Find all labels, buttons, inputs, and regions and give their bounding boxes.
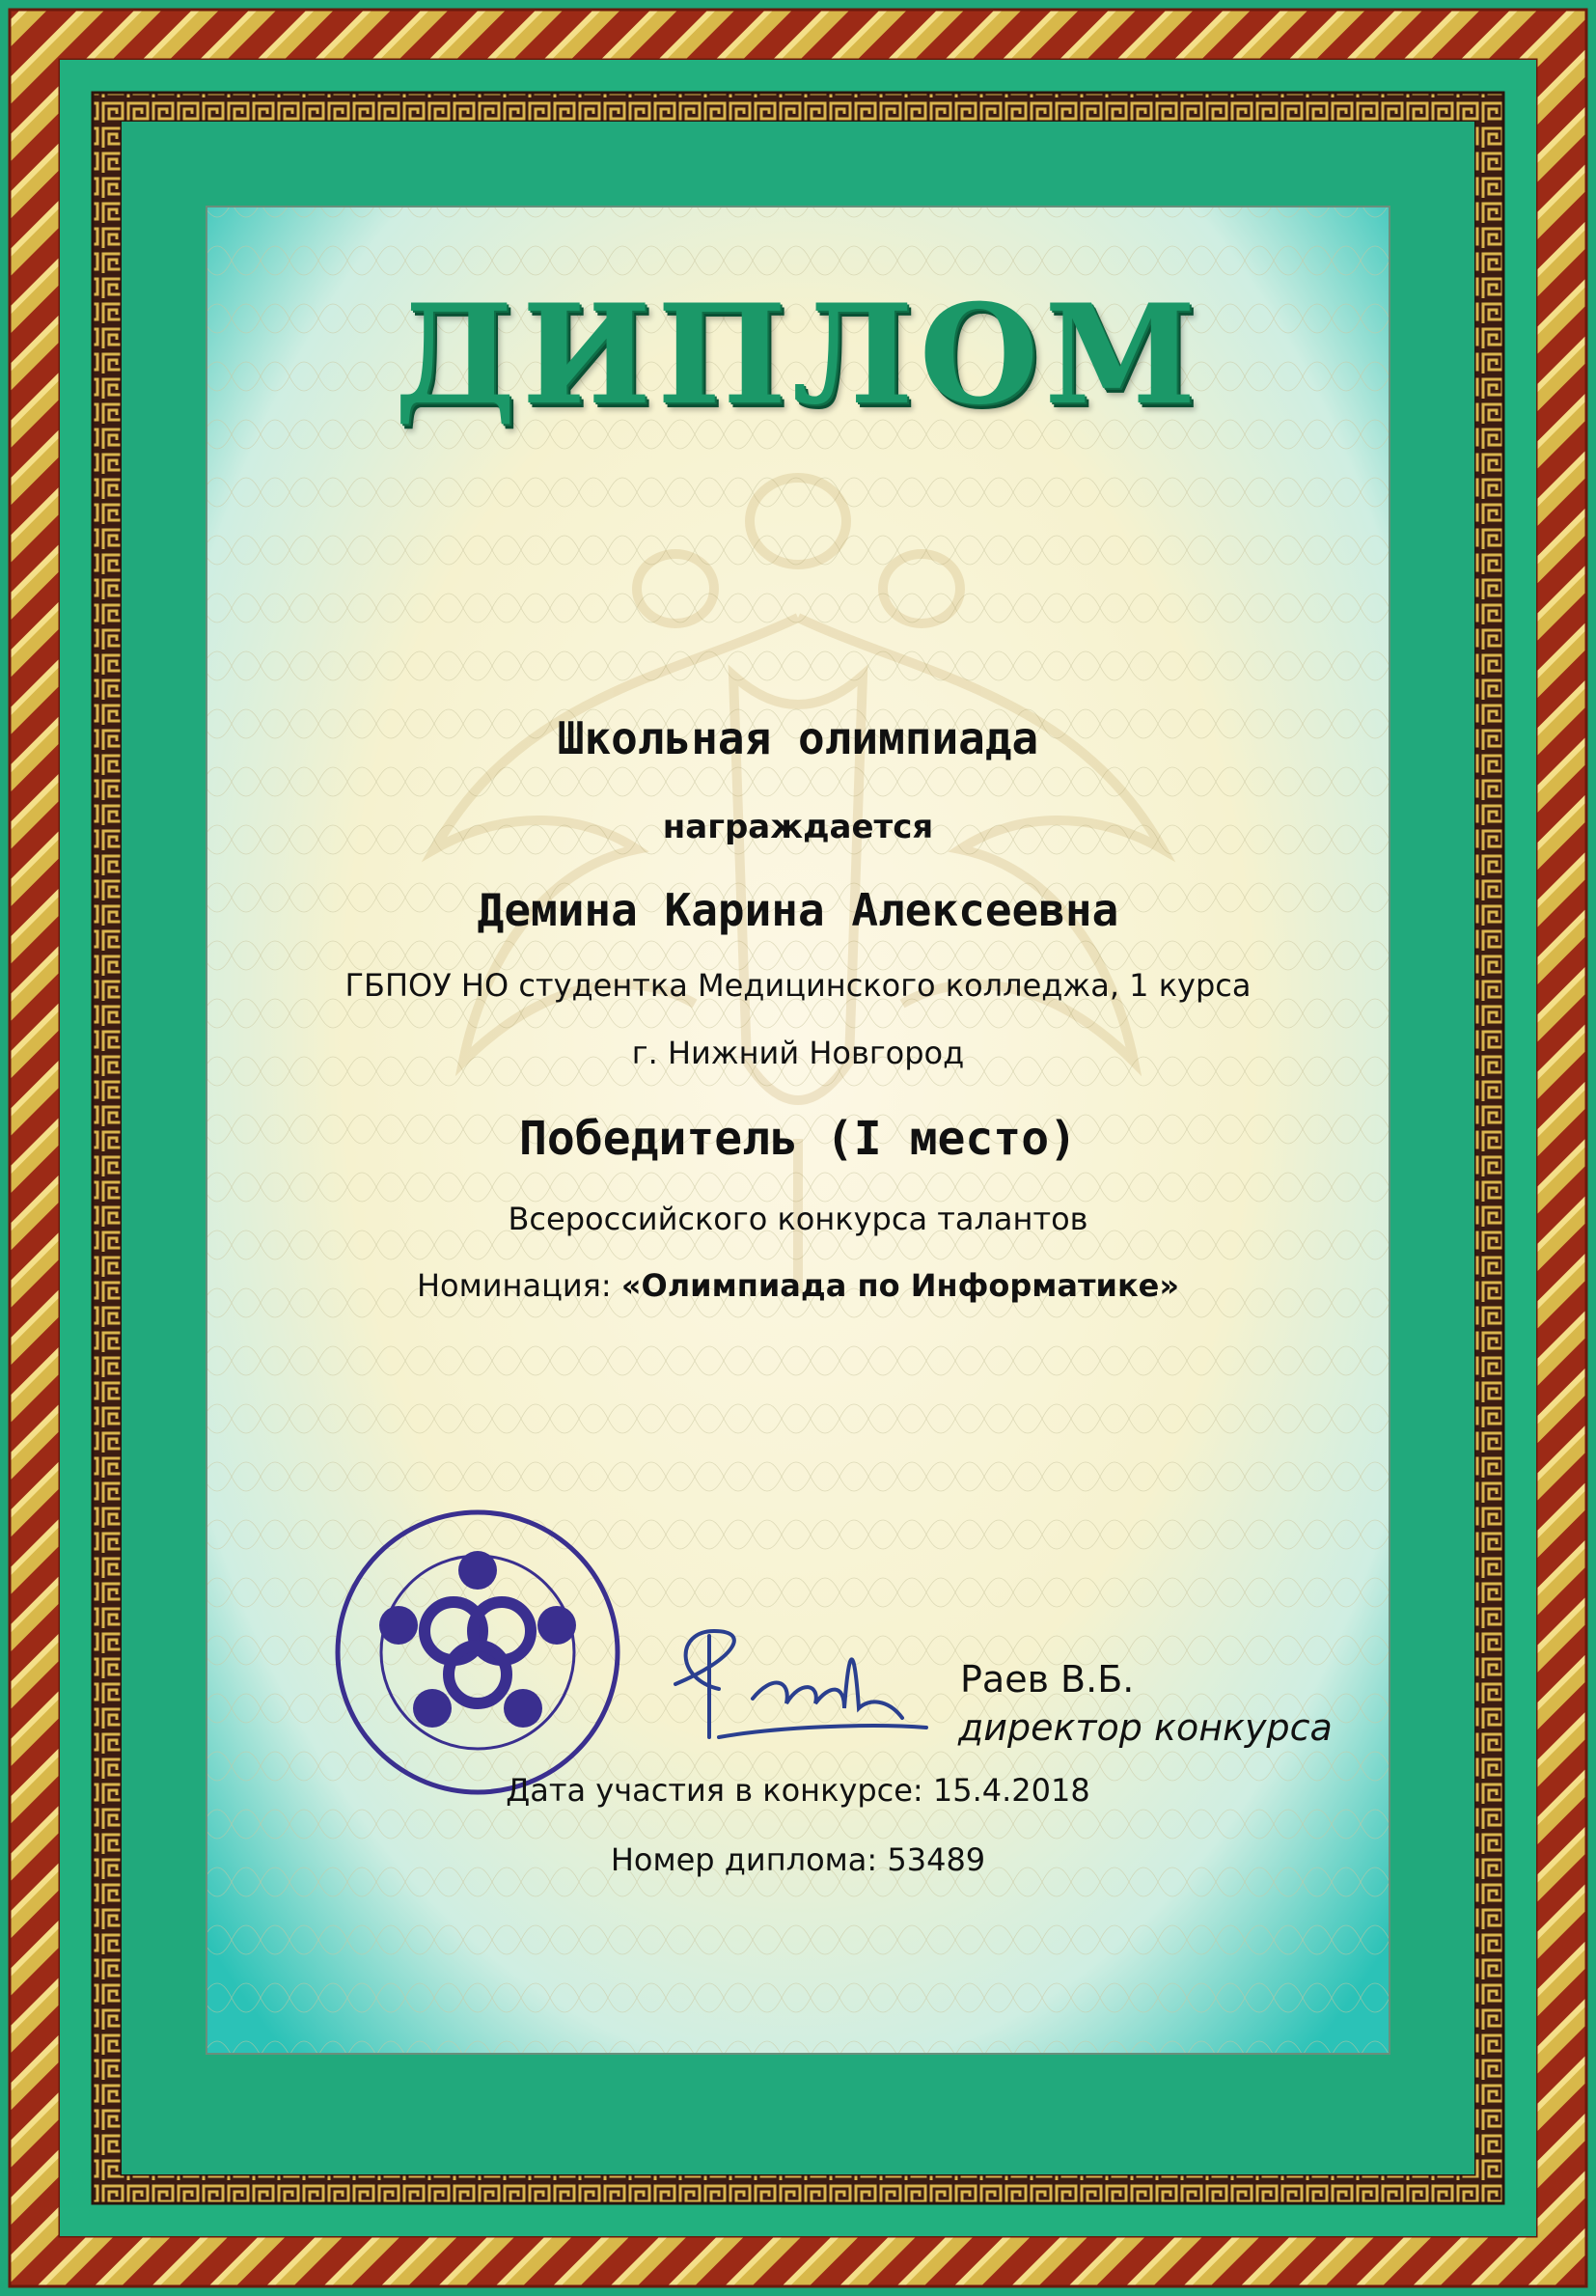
nomination-value: «Олимпиада по Информатике» [620, 1267, 1180, 1304]
diploma-title: ДИПЛОМ [394, 275, 1202, 435]
nomination-line [0, 1267, 1596, 1304]
official-stamp [338, 1512, 618, 1792]
event-title: Школьная олимпиада [557, 712, 1039, 764]
signatory-name: Раев В.Б. [960, 1658, 1135, 1701]
awarded-label: награждается [662, 808, 934, 846]
recipient-name: Демина Карина Алексеевна [477, 884, 1119, 936]
participation-date: Дата участия в конкурсе: 15.4.2018 [506, 1772, 1090, 1809]
diploma-number: Номер диплома: 53489 [610, 1841, 986, 1878]
recipient-organization: ГБПОУ НО студентка Медицинского колледжа, 1 курса [344, 967, 1252, 1004]
nomination-label: Номинация: [416, 1267, 621, 1304]
recipient-city: г. Нижний Новгород [631, 1035, 965, 1071]
contest-name: Всероссийского конкурса талантов [508, 1201, 1088, 1237]
award-place: Победитель (I место) [519, 1112, 1077, 1166]
signatory-role: директор конкурса [958, 1706, 1333, 1749]
